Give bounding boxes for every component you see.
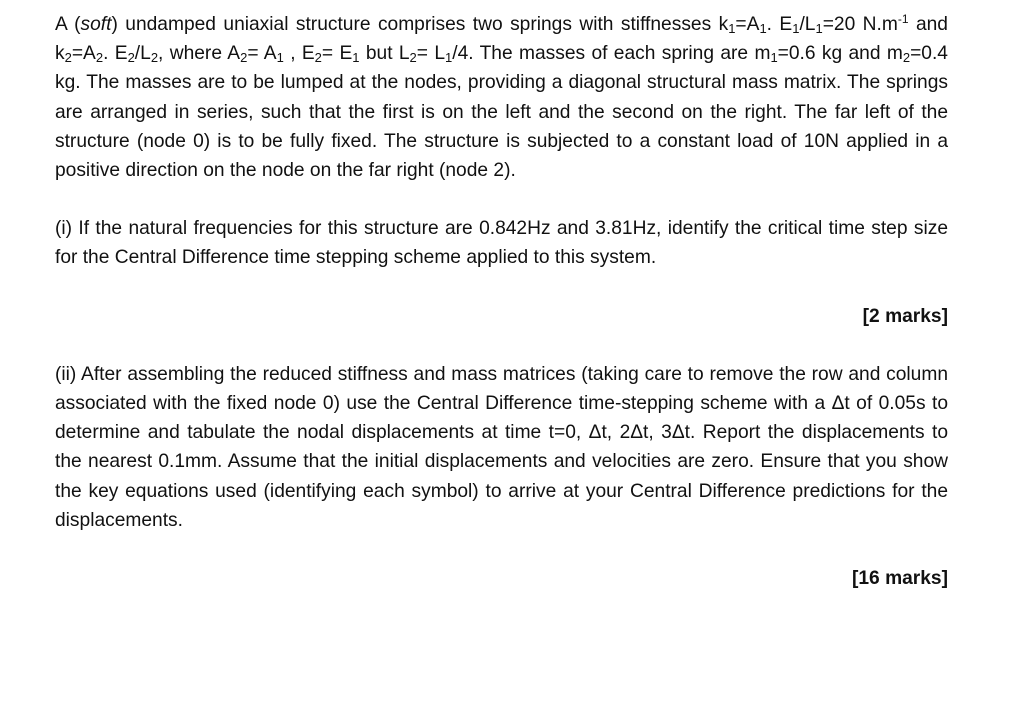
intro-text: =0.4 kg. The masses are to be lumped at the nodes, providing a diagonal structural mass matrix. The springs are arranged in series, such that the first is on the left and the second on the right. The far left of the structure (node 0) is to be fully fixed. The structure is subjected to a constant load of 10N applied in a positive direction on the node on the far right (node 2).: [55, 43, 948, 182]
intro-text: /4. The masses of each spring are m: [452, 43, 771, 65]
intro-text: /L: [799, 14, 816, 35]
intro-text: , E: [283, 43, 315, 65]
intro-text: = A: [247, 43, 277, 65]
intro-text: , where A: [158, 43, 241, 65]
intro-text: but L: [359, 43, 410, 65]
subscript: 1: [815, 21, 823, 36]
subscript: 2: [95, 50, 104, 66]
subscript: 1: [352, 50, 360, 66]
intro-text: . E: [103, 43, 128, 65]
subscript: 1: [770, 50, 778, 66]
intro-text: =20 N.m: [822, 14, 898, 35]
subscript: 2: [409, 50, 417, 66]
subscript: 2: [150, 50, 159, 66]
intro-text: = E: [321, 43, 353, 65]
intro-text: A (: [55, 14, 81, 35]
subscript: 2: [127, 50, 135, 66]
intro-text: . E: [766, 14, 793, 35]
subscript: 2: [240, 50, 248, 66]
document-page: [55, 10, 948, 593]
intro-text: =A: [71, 43, 96, 65]
intro-text: = L: [416, 43, 446, 65]
intro-text: =0.6 kg and m: [777, 43, 903, 65]
subscript: 1: [792, 21, 800, 36]
intro-text-italic: soft: [80, 14, 112, 35]
intro-text: and k: [55, 14, 948, 65]
subscript: 2: [902, 50, 911, 66]
subscript: 2: [314, 50, 322, 66]
question-1-text: (i) If the natural frequencies for this structure are 0.842Hz and 3.81Hz, identify the critical time step size for the Central Difference time stepping scheme applied to this system.: [55, 218, 948, 269]
subscript: 2: [64, 50, 72, 66]
intro-text: /L: [134, 43, 151, 65]
question-1-marks: [2 marks]: [862, 305, 948, 327]
subscript: 1: [445, 50, 453, 66]
question-2-marks: [16 marks]: [852, 568, 948, 590]
subscript: 1: [276, 50, 284, 66]
subscript: 1: [728, 21, 736, 36]
subscript: 1: [759, 21, 767, 36]
problem-statement: [55, 10, 948, 185]
superscript: -1: [897, 12, 909, 26]
intro-text: =A: [735, 14, 760, 35]
question-2-text: (ii) After assembling the reduced stiffness and mass matrices (taking care to remove the row and column associated with the fixed node 0) use the Central Difference time-stepping scheme with a Δt of 0.05s to determine and tabulate the nodal displacements at time t=0, Δt, 2Δt, 3Δt. Report the displacements to the nearest 0.1mm. Assume that the initial displacements and velocities are zero. Ensure that you show the key equations used (identifying each symbol) to arrive at your Central Difference predictions for the displacements.: [55, 363, 948, 531]
intro-text: ) undamped uniaxial structure comprises two springs with stiffnesses k: [111, 14, 729, 35]
